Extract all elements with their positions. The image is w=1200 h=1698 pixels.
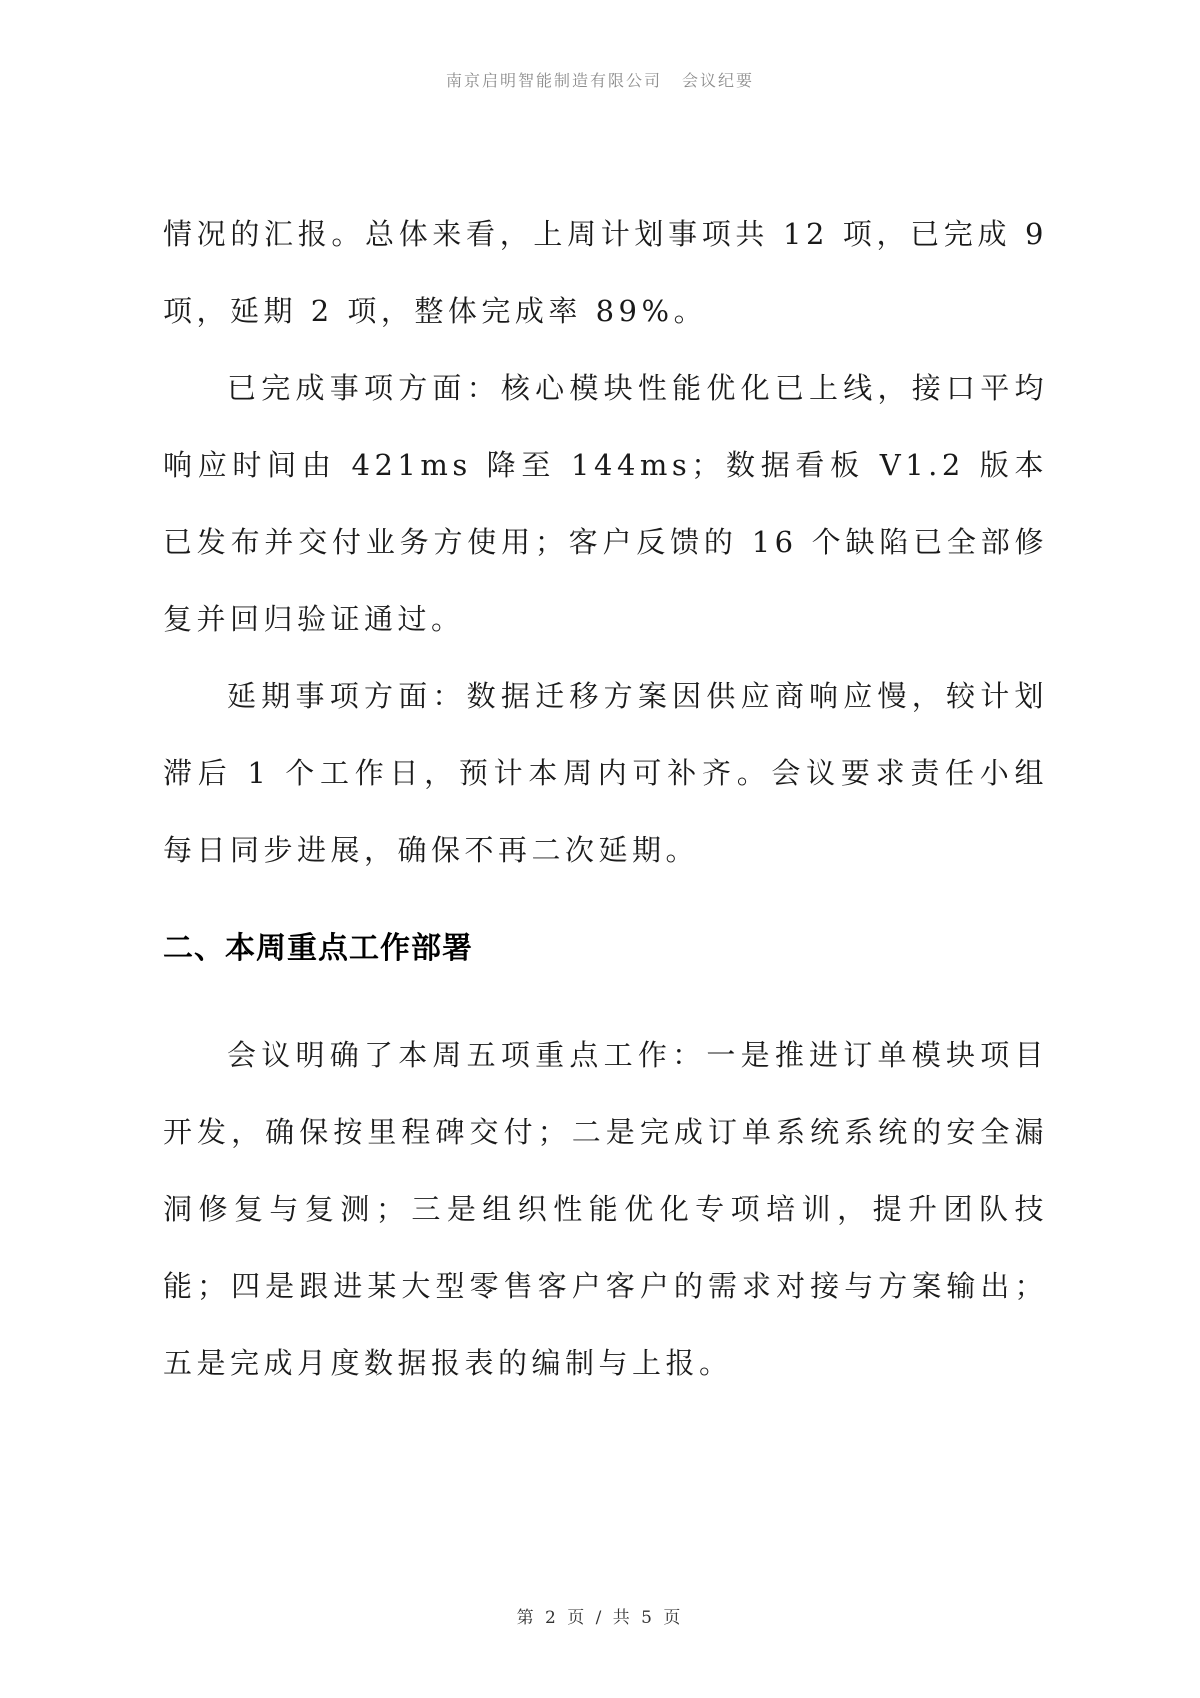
paragraph-summary-continued: 情况的汇报。总体来看，上周计划事项共 12 项，已完成 9 项，延期 2 项，整体完成率 89%。 xyxy=(163,217,1048,328)
paragraph-delayed-items: 延期事项方面：数据迁移方案因供应商响应慢，较计划滞后 1 个工作日，预计本周内可补齐。会议要求责任小组每日同步进展，确保不再二次延期。 xyxy=(163,679,1048,867)
document-body xyxy=(163,196,1048,1402)
paragraph-weekly-tasks: 会议明确了本周五项重点工作：一是推进订单模块项目开发，确保按里程碑交付；二是完成订单系统系统的安全漏洞修复与复测；三是组织性能优化专项培训，提升团队技能；四是跟进某大型零售客户客户的需求对接与方案输出；五是完成月度数据报表的编制与上报。 xyxy=(163,1038,1048,1380)
page-header xyxy=(0,68,1200,91)
header-company-name: 南京启明智能制造有限公司 xyxy=(445,71,662,90)
page-number-footer: 第 2 页 / 共 5 页 xyxy=(516,1608,684,1628)
header-doc-type: 会议纪要 xyxy=(682,71,755,90)
paragraph-completed-items: 已完成事项方面：核心模块性能优化已上线，接口平均响应时间由 421ms 降至 144ms；数据看板 V1.2 版本已发布并交付业务方使用；客户反馈的 16 个缺陷已全部修复并回归验证通过。 xyxy=(163,371,1048,636)
section-heading-weekly-plan: 二、本周重点工作部署 xyxy=(163,931,473,966)
